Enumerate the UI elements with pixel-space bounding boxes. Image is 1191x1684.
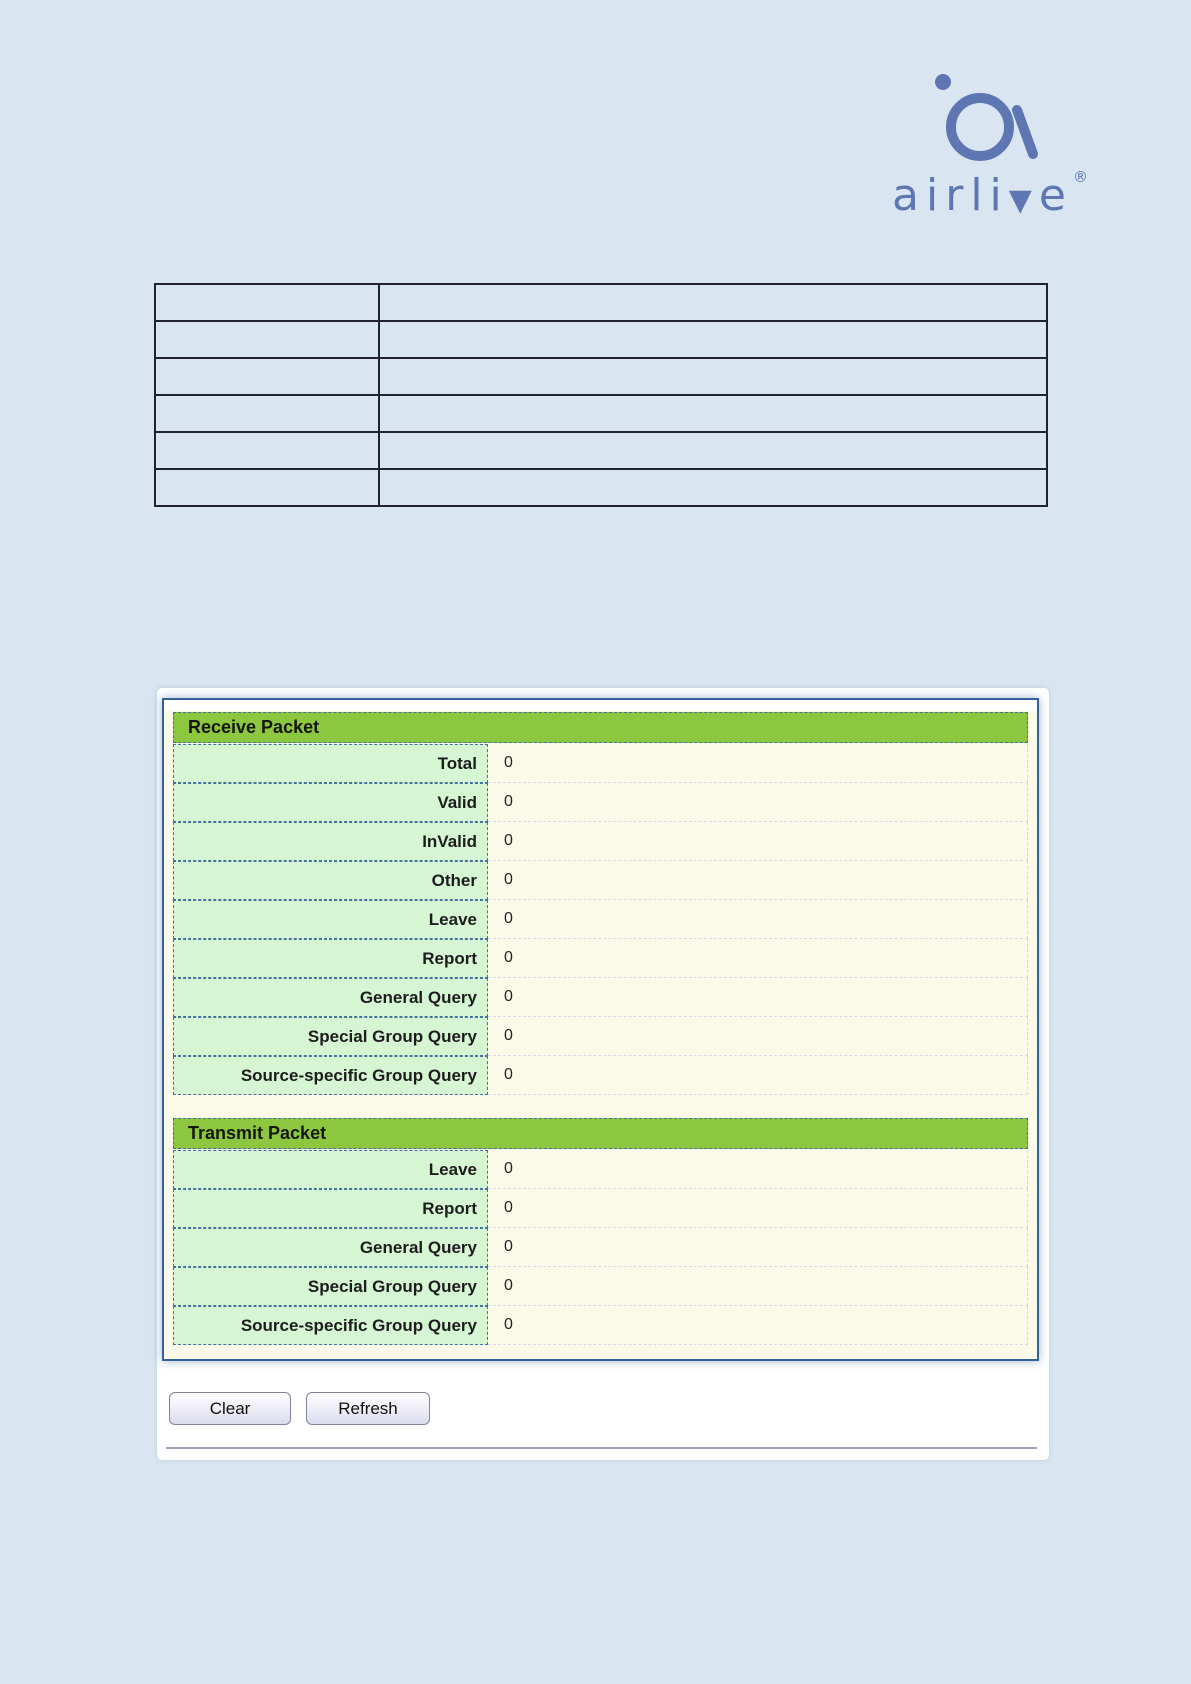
stat-value: 0 (488, 822, 1028, 861)
logo-text-prefix: airli (892, 170, 1009, 221)
stat-value: 0 (488, 1267, 1028, 1306)
manual-table (154, 283, 1048, 507)
table-cell (380, 359, 1046, 394)
table-cell (156, 433, 380, 468)
table-row (156, 468, 1046, 505)
logo-v-triangle-icon: ▼ (1008, 183, 1039, 218)
table-cell (380, 322, 1046, 357)
stat-row (173, 822, 1028, 861)
stat-label: Report (173, 939, 488, 978)
stat-label: InValid (173, 822, 488, 861)
stat-label: Special Group Query (173, 1267, 488, 1306)
airlive-logo-icon (925, 58, 1050, 175)
stat-row (173, 1056, 1028, 1095)
stat-value: 0 (488, 783, 1028, 822)
table-row (156, 320, 1046, 357)
stat-value: 0 (488, 1150, 1028, 1189)
section-title: Receive Packet (173, 712, 1028, 743)
stat-label: Total (173, 744, 488, 783)
table-cell (156, 359, 380, 394)
stat-label: Report (173, 1189, 488, 1228)
stat-label: Source-specific Group Query (173, 1306, 488, 1345)
table-cell (156, 285, 380, 320)
horizontal-separator (166, 1447, 1037, 1449)
logo-text-suffix: e (1038, 170, 1073, 221)
stat-value: 0 (488, 744, 1028, 783)
stat-value: 0 (488, 1056, 1028, 1095)
table-row (156, 357, 1046, 394)
stat-row (173, 939, 1028, 978)
airlive-logo-wordmark (860, 168, 1120, 221)
stat-row (173, 744, 1028, 783)
stat-row (173, 1189, 1028, 1228)
stat-label: Leave (173, 1150, 488, 1189)
stat-value: 0 (488, 861, 1028, 900)
table-cell (380, 470, 1046, 505)
table-cell (156, 396, 380, 431)
stat-value: 0 (488, 1306, 1028, 1345)
stat-value: 0 (488, 900, 1028, 939)
stat-row (173, 783, 1028, 822)
table-row (156, 285, 1046, 320)
registered-trademark-icon: ® (1072, 168, 1088, 186)
stats-section (173, 1118, 1028, 1345)
stat-value: 0 (488, 1189, 1028, 1228)
stat-row (173, 900, 1028, 939)
stat-row (173, 978, 1028, 1017)
stat-row (173, 1150, 1028, 1189)
section-title: Transmit Packet (173, 1118, 1028, 1149)
stat-label: Leave (173, 900, 488, 939)
stat-row (173, 1306, 1028, 1345)
table-cell (156, 322, 380, 357)
stat-label: Source-specific Group Query (173, 1056, 488, 1095)
clear-button[interactable]: Clear (169, 1392, 291, 1425)
stat-row (173, 861, 1028, 900)
stat-value: 0 (488, 978, 1028, 1017)
stat-row (173, 1017, 1028, 1056)
table-cell (380, 285, 1046, 320)
table-cell (380, 396, 1046, 431)
stat-value: 0 (488, 1228, 1028, 1267)
stat-label: Other (173, 861, 488, 900)
refresh-button[interactable]: Refresh (306, 1392, 430, 1425)
stats-panel (162, 698, 1039, 1361)
stat-value: 0 (488, 939, 1028, 978)
table-row (156, 431, 1046, 468)
stat-row (173, 1228, 1028, 1267)
stats-section (173, 712, 1028, 1095)
table-row (156, 394, 1046, 431)
table-cell (380, 433, 1046, 468)
stat-label: Valid (173, 783, 488, 822)
stat-label: General Query (173, 1228, 488, 1267)
stat-value: 0 (488, 1017, 1028, 1056)
stats-panel-content (173, 712, 1028, 1345)
stat-label: General Query (173, 978, 488, 1017)
stat-label: Special Group Query (173, 1017, 488, 1056)
content-card (157, 688, 1049, 1460)
table-cell (156, 470, 380, 505)
stat-row (173, 1267, 1028, 1306)
